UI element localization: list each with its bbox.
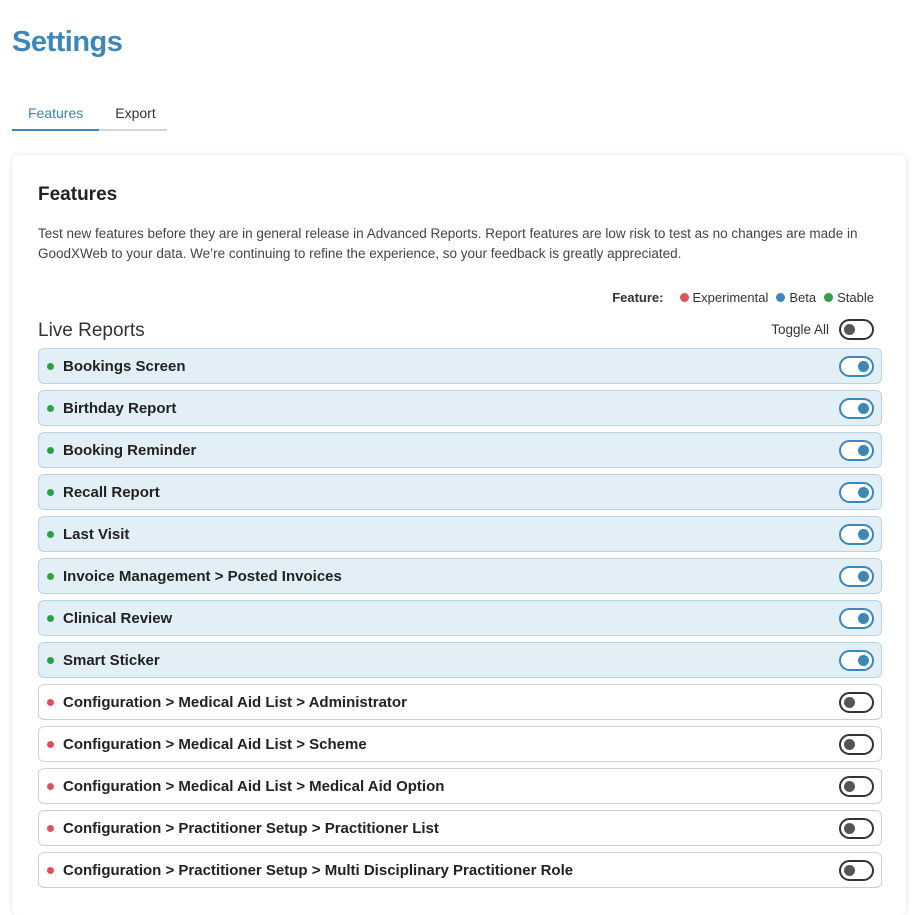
switch-knob <box>858 529 869 540</box>
report-label: Last Visit <box>63 525 130 543</box>
report-row[interactable] <box>38 558 882 594</box>
experimental-dot-icon <box>680 293 689 302</box>
feature-legend <box>612 290 874 305</box>
report-row[interactable] <box>38 768 882 804</box>
switch-knob <box>844 697 855 708</box>
switch-knob <box>844 823 855 834</box>
report-row[interactable] <box>38 810 882 846</box>
switch-knob <box>844 781 855 792</box>
experimental-status-dot-icon <box>47 741 54 748</box>
stable-status-dot-icon <box>47 615 54 622</box>
report-toggle-switch[interactable] <box>839 734 874 755</box>
report-toggle-switch[interactable] <box>839 566 874 587</box>
legend-item-beta <box>776 290 816 305</box>
report-label: Configuration > Practitioner Setup > Practitioner List <box>63 819 439 837</box>
experimental-status-dot-icon <box>47 825 54 832</box>
switch-knob <box>858 613 869 624</box>
switch-knob <box>858 571 869 582</box>
toggle-all-switch[interactable] <box>839 319 874 340</box>
switch-knob <box>858 445 869 456</box>
report-label: Birthday Report <box>63 399 177 417</box>
switch-knob <box>858 655 869 666</box>
stable-status-dot-icon <box>47 657 54 664</box>
report-toggle-switch[interactable] <box>839 398 874 419</box>
toggle-all <box>771 319 874 340</box>
report-row[interactable] <box>38 348 882 384</box>
page-title: Settings <box>12 26 123 58</box>
legend-item-label: Beta <box>789 290 817 305</box>
report-row[interactable] <box>38 600 882 636</box>
report-row[interactable] <box>38 516 882 552</box>
report-label: Invoice Management > Posted Invoices <box>63 567 342 585</box>
report-toggle-switch[interactable] <box>839 356 874 377</box>
report-row[interactable] <box>38 474 882 510</box>
report-label: Configuration > Medical Aid List > Scheme <box>63 735 367 753</box>
legend-item-label: Stable <box>837 290 874 305</box>
switch-knob <box>858 487 869 498</box>
report-row[interactable] <box>38 642 882 678</box>
report-label: Configuration > Medical Aid List > Medical Aid Option <box>63 777 445 795</box>
tab-bar <box>12 100 167 131</box>
toggle-all-label: Toggle All <box>771 322 829 337</box>
legend-item-label: Experimental <box>692 290 769 305</box>
report-row[interactable] <box>38 852 882 888</box>
report-row[interactable] <box>38 390 882 426</box>
tab-features[interactable]: Features <box>12 100 99 131</box>
report-row[interactable] <box>38 726 882 762</box>
report-label: Clinical Review <box>63 609 173 627</box>
stable-status-dot-icon <box>47 531 54 538</box>
report-label: Smart Sticker <box>63 651 160 669</box>
report-toggle-switch[interactable] <box>839 650 874 671</box>
report-toggle-switch[interactable] <box>839 860 874 881</box>
switch-knob <box>858 361 869 372</box>
card-title: Features <box>38 184 118 205</box>
stable-status-dot-icon <box>47 573 54 580</box>
stable-status-dot-icon <box>47 447 54 454</box>
report-toggle-switch[interactable] <box>839 818 874 839</box>
report-list <box>38 348 882 894</box>
experimental-status-dot-icon <box>47 699 54 706</box>
report-row[interactable] <box>38 432 882 468</box>
experimental-status-dot-icon <box>47 867 54 874</box>
stable-status-dot-icon <box>47 405 54 412</box>
report-toggle-switch[interactable] <box>839 776 874 797</box>
legend-label: Feature: <box>612 290 664 305</box>
report-toggle-switch[interactable] <box>839 524 874 545</box>
report-label: Booking Reminder <box>63 441 197 459</box>
report-toggle-switch[interactable] <box>839 692 874 713</box>
report-toggle-switch[interactable] <box>839 608 874 629</box>
section-title: Live Reports <box>38 320 145 341</box>
beta-dot-icon <box>776 293 785 302</box>
switch-knob <box>844 739 855 750</box>
experimental-status-dot-icon <box>47 783 54 790</box>
stable-dot-icon <box>824 293 833 302</box>
report-row[interactable] <box>38 684 882 720</box>
report-label: Configuration > Practitioner Setup > Multi Disciplinary Practitioner Role <box>63 861 574 879</box>
report-toggle-switch[interactable] <box>839 440 874 461</box>
report-toggle-switch[interactable] <box>839 482 874 503</box>
features-card <box>12 155 906 915</box>
legend-item-stable <box>824 290 874 305</box>
stable-status-dot-icon <box>47 489 54 496</box>
switch-knob <box>858 403 869 414</box>
legend-item-experimental <box>680 290 769 305</box>
report-label: Bookings Screen <box>63 357 186 375</box>
stable-status-dot-icon <box>47 363 54 370</box>
report-label: Configuration > Medical Aid List > Administrator <box>63 693 407 711</box>
card-description: Test new features before they are in general release in Advanced Reports. Report features are low risk to test as no changes are made in GoodXWeb to your data. We’re continuing to refine the experience, so your feedback is greatly appreciated. <box>38 226 858 261</box>
report-label: Recall Report <box>63 483 160 501</box>
switch-knob <box>844 324 855 335</box>
tab-export[interactable]: Export <box>115 105 156 121</box>
switch-knob <box>844 865 855 876</box>
